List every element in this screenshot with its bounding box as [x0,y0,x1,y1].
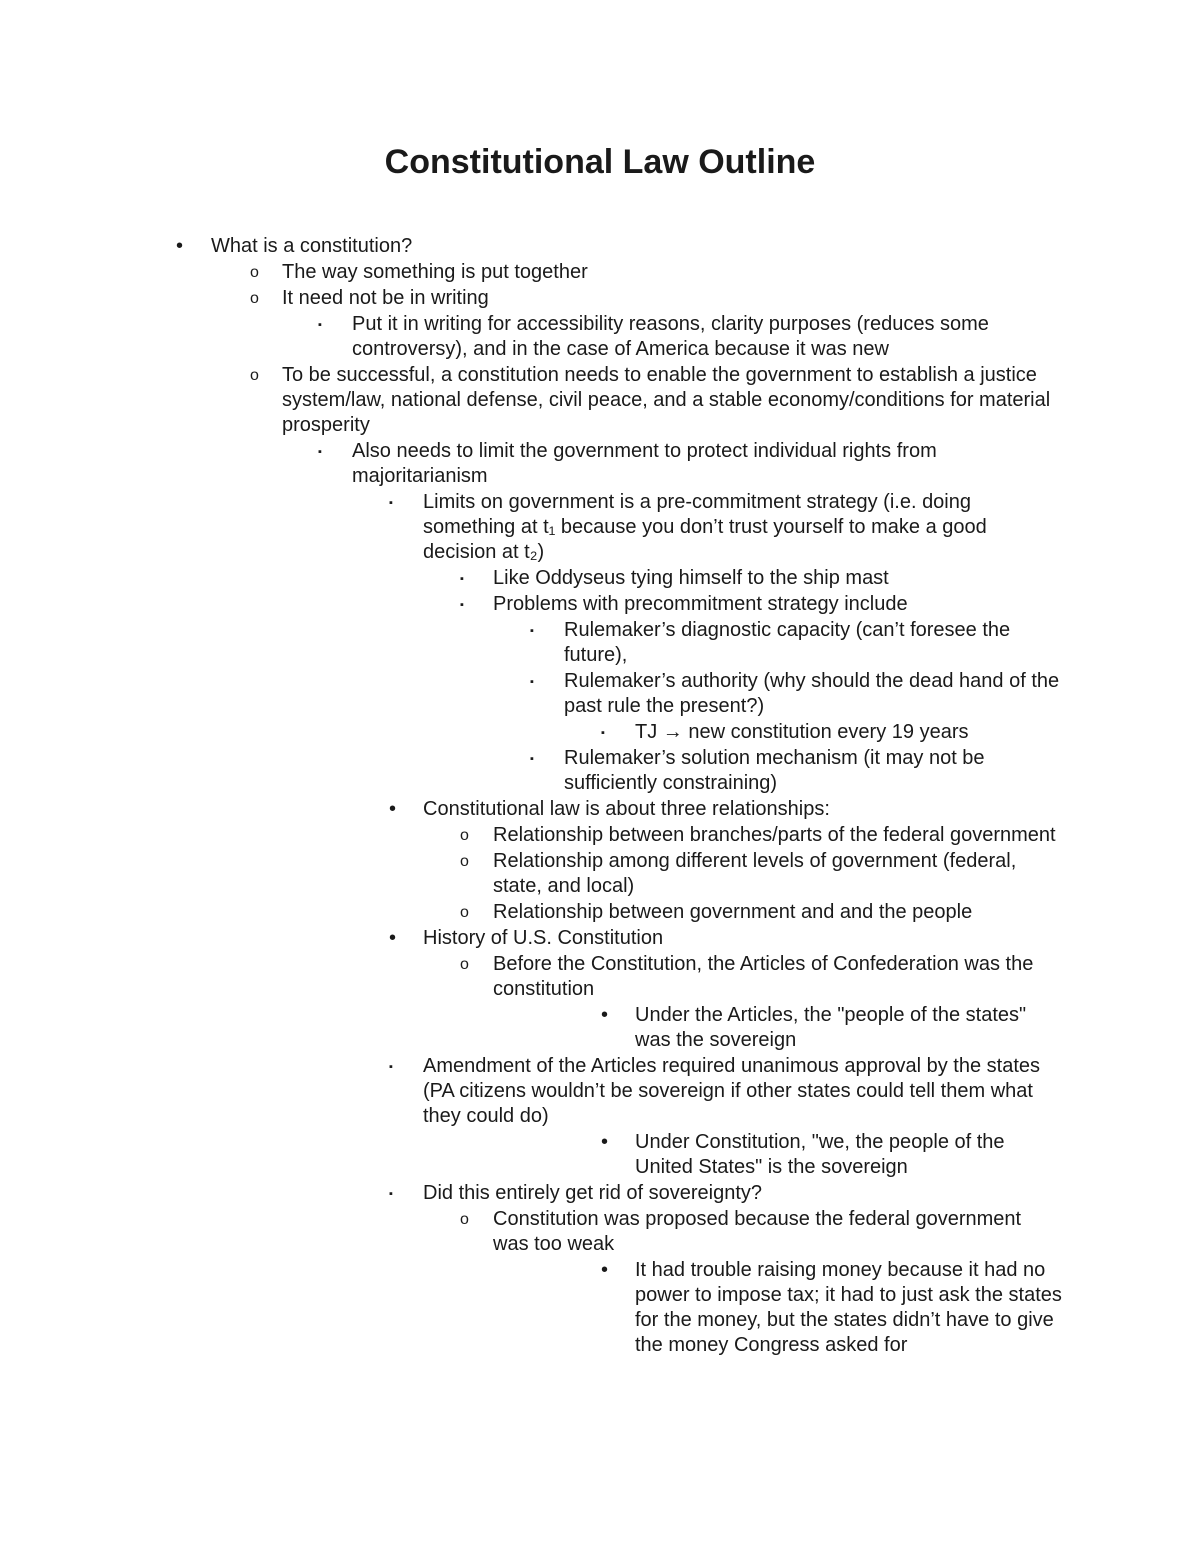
outline-item-text: Limits on government is a pre-commitment strategy (i.e. doing something at t₁ because you don’t trust yourself to make a good decision at t₂) [423,491,987,563]
outline-item-text: Before the Constitution, the Articles of Confederation was the constitution [493,953,1034,1000]
outline-item-text: Rulemaker’s solution mechanism (it may not be sufficiently constraining) [564,747,985,794]
outline-item-text: Problems with precommitment strategy include [493,593,908,615]
outline-item [0,1054,1200,1129]
outline-item-text: Constitutional law is about three relationships: [423,798,830,820]
bullet-marker: o [250,290,259,307]
bullet-marker: ▪ [460,599,464,611]
outline-item [0,823,1200,848]
bullet-marker: ▪ [318,446,322,458]
outline-item [0,618,1200,668]
bullet-marker: ▪ [530,676,534,688]
bullet-marker: ▪ [389,497,393,509]
bullet-marker: ▪ [530,625,534,637]
outline-item [0,1207,1200,1257]
bullet-marker: • [389,798,397,820]
bullet-marker: ▪ [389,1061,393,1073]
outline-item [0,849,1200,899]
outline-item [0,952,1200,1002]
outline-item-text: What is a constitution? [211,235,413,257]
outline-item-text: The way something is put together [282,261,588,283]
page-title: Constitutional Law Outline [384,143,816,181]
outline-item [0,720,1200,745]
bullet-marker: • [601,1131,609,1153]
outline-item [0,1130,1200,1180]
outline-item-text: Rulemaker’s diagnostic capacity (can’t foresee the future), [564,619,1011,666]
outline-item-text: Rulemaker’s authority (why should the dead hand of the past rule the present?) [564,670,1060,717]
outline-item [0,900,1200,925]
outline-item [0,926,1200,951]
bullet-marker: ▪ [460,573,464,585]
bullet-marker: ▪ [318,319,322,331]
outline-item-text: Also needs to limit the government to protect individual rights from majoritarianism [352,440,937,487]
outline-item-text: It had trouble raising money because it had no power to impose tax; it had to just ask the states for the money, but the states didn’t have to give the money Congress asked for [635,1259,1062,1356]
bullet-marker: o [460,904,469,921]
outline-item-text: Constitution was proposed because the federal government was too weak [493,1208,1022,1255]
bullet-marker: o [250,264,259,281]
outline-item [0,234,1200,259]
outline-item [0,1258,1200,1358]
bullet-marker: • [601,1004,609,1026]
outline-item-text: To be successful, a constitution needs to enable the government to establish a justice system/law, national defense, civil peace, and a stable economy/conditions for material prosperity [282,364,1051,436]
bullet-marker: o [460,853,469,870]
outline-item-text: Relationship between branches/parts of the federal government [493,824,1056,846]
outline-item-text: Amendment of the Articles required unanimous approval by the states (PA citizens wouldn’t be sovereign if other states could tell them what they could do) [423,1055,1041,1127]
outline-item [0,1181,1200,1206]
outline-item-text: Put it in writing for accessibility reasons, clarity purposes (reduces some controversy), and in the case of America because it was new [352,313,989,360]
outline-item [0,592,1200,617]
outline-item-text: Relationship between government and and the people [493,901,973,923]
outline-item [0,1003,1200,1053]
bullet-marker: ▪ [530,753,534,765]
outline-item-text: Under Constitution, "we, the people of the United States" is the sovereign [635,1131,1005,1178]
bullet-marker: o [250,367,259,384]
outline-item-text: Relationship among different levels of government (federal, state, and local) [493,850,1017,897]
outline-item [0,566,1200,591]
outline-item [0,260,1200,285]
bullet-marker: • [389,927,397,949]
bullet-marker: ▪ [601,727,605,739]
outline-item [0,439,1200,489]
bullet-marker: • [176,235,184,257]
outline-item [0,312,1200,362]
bullet-marker: o [460,827,469,844]
bullet-marker: o [460,956,469,973]
bullet-marker: • [601,1259,609,1281]
outline-item [0,797,1200,822]
outline-item [0,363,1200,438]
outline-item-text: Under the Articles, the "people of the states" was the sovereign [635,1004,1027,1051]
outline-item [0,669,1200,719]
outline-item [0,490,1200,565]
outline-item-text: Like Oddyseus tying himself to the ship mast [493,567,889,589]
outline-list [0,234,1200,1359]
outline-item-text: Did this entirely get rid of sovereignty? [423,1182,763,1204]
outline-item-text: History of U.S. Constitution [423,927,664,949]
bullet-marker: o [460,1211,469,1228]
outline-item [0,286,1200,311]
outline-item-text: It need not be in writing [282,287,489,309]
outline-item-text: TJ → new constitution every 19 years [635,721,969,743]
bullet-marker: ▪ [389,1188,393,1200]
outline-item [0,746,1200,796]
